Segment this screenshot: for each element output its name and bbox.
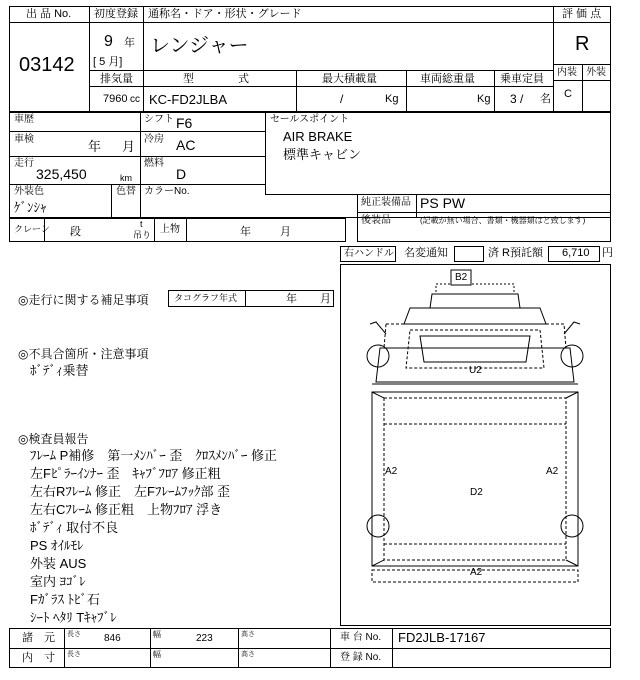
inspection-label: 車検 — [14, 134, 34, 145]
aftermarket-note: (記載が無い場合、書類・機器類はと致します) — [420, 216, 586, 225]
crane-label: クレーン — [14, 224, 50, 234]
tacho-year: 年 — [286, 293, 297, 305]
defect-line-1: ﾎﾞﾃﾞｨ乗替 — [30, 363, 89, 378]
defects-label: ◎不具合箇所・注意事項 — [18, 347, 149, 361]
selling-point-2: 標準キャビン — [283, 147, 362, 162]
model-label: 型 式 — [183, 73, 249, 85]
max-load-label: 最大積載量 — [322, 73, 377, 85]
mark-a2-right: A2 — [546, 466, 559, 477]
inspector-line-1: ﾌﾚｰﾑ P補修 第一ﾒﾝﾊﾞｰ 歪 ｸﾛｽﾒﾝﾊﾞｰ 修正 — [30, 448, 278, 463]
mark-u2: U2 — [469, 365, 482, 376]
inner-width-label: 幅 — [153, 650, 161, 659]
inspector-line-10: ｼｰﾄ ﾍﾀﾘ Tｷｬﾌﾞﾚ — [30, 610, 117, 625]
dims-label: 諸 元 — [22, 632, 55, 644]
interior-label: 内装 — [557, 67, 577, 78]
max-load-sep: / — [340, 92, 344, 106]
car-name: レンジャー — [150, 35, 249, 57]
capacity-value: 3 — [510, 92, 517, 106]
selling-point-1: AIR BRAKE — [283, 129, 353, 144]
mileage-unit: km — [120, 173, 132, 183]
name-change-box[interactable] — [454, 246, 484, 262]
color-label: 外装色 — [14, 186, 44, 197]
length-value: 846 — [104, 633, 121, 644]
mark-a2-bottom: A2 — [470, 567, 483, 578]
chassis-value: FD2JLB-17167 — [398, 630, 486, 645]
model-name-label: 通称名・ドア・形状・グレード — [148, 8, 302, 20]
capacity-unit: 名 — [540, 93, 551, 105]
max-load-unit: Kg — [385, 93, 399, 105]
deposit-prefix: 済 — [488, 247, 499, 259]
capacity-sep: / — [520, 92, 524, 106]
driving-notes-label: ◎走行に関する補足事項 — [18, 293, 149, 307]
shift-label: シフト — [144, 114, 174, 125]
displacement-label: 排気量 — [100, 73, 133, 85]
tacho-month: 月 — [320, 293, 331, 305]
fuel-value: D — [176, 166, 187, 182]
mark-d2: D2 — [470, 487, 483, 498]
capacity-label: 乗車定員 — [500, 73, 544, 85]
deposit-unit: 円 — [602, 247, 613, 259]
first-reg-year: 9 — [104, 33, 113, 50]
lot-no-label: 出 品 No. — [26, 8, 72, 20]
lot-no: 03142 — [19, 54, 75, 76]
ac-label: 冷房 — [144, 134, 164, 145]
inspector-line-8: 室内 ﾖｺﾞﾚ — [30, 574, 86, 589]
deposit-label: R預託額 — [502, 247, 543, 259]
upper-year: 年 — [240, 226, 251, 238]
first-reg-month: [ 5 月] — [93, 56, 123, 68]
mark-a2-left: A2 — [385, 466, 398, 477]
model-code: KC-FD2JLBA — [149, 92, 228, 107]
first-reg-label: 初度登録 — [94, 8, 138, 20]
chassis-label: 車 台 No. — [340, 632, 382, 643]
equipment-value: PS PW — [420, 195, 466, 211]
aftermarket-area — [357, 212, 611, 242]
grade-value: R — [575, 33, 590, 55]
inner-label: 内 寸 — [22, 652, 55, 664]
length-label: 長さ — [67, 631, 81, 638]
grade-label: 評 価 点 — [562, 8, 602, 20]
crane-ton: t — [140, 219, 143, 229]
first-reg-year-unit: 年 — [124, 37, 135, 49]
exterior-label: 外装 — [586, 67, 606, 78]
inspector-line-7: 外装 AUS — [30, 556, 87, 571]
crane-hanging: 吊り — [133, 230, 152, 240]
handle-value: 右ハンドル — [344, 248, 394, 259]
inspector-line-2: 左Fﾋﾟﾗｰｲﾝﾅｰ 歪 ｷｬﾌﾞﾌﾛｱ 修正粗 — [30, 466, 221, 481]
inspection-year: 年 — [88, 139, 102, 154]
color-value: ｹﾞﾝｼｬ — [14, 200, 47, 215]
interior-grade: C — [564, 88, 572, 100]
history-label: 車歴 — [14, 114, 34, 125]
tacho-label: タコグラフ年式 — [174, 293, 238, 303]
inspector-label: ◎検査員報告 — [18, 432, 89, 446]
gross-weight-label: 車両総重量 — [420, 73, 475, 85]
width-value: 223 — [196, 633, 213, 644]
displacement-value: 7960 — [103, 93, 128, 105]
fuel-label: 燃料 — [144, 158, 164, 169]
ac-value: AC — [176, 137, 196, 153]
inspector-line-4: 左右Cﾌﾚｰﾑ 修正粗 上物ﾌﾛｱ 浮き — [30, 502, 223, 517]
reg-label: 登 録 No. — [340, 652, 382, 663]
width-label: 幅 — [153, 630, 161, 639]
selling-points-label: セールスポイント — [270, 114, 350, 125]
gross-weight-unit: Kg — [477, 93, 491, 105]
height-label: 高さ — [241, 631, 255, 638]
name-change-label: 名変通知 — [404, 247, 448, 259]
inspector-line-5: ﾎﾞﾃﾞｨ 取付不良 — [30, 520, 119, 535]
displacement-unit: cc — [130, 94, 140, 105]
inspector-line-6: PS ｵｲﾙﾓﾚ — [30, 538, 84, 553]
upper-label: 上物 — [160, 224, 180, 235]
color-no-label: 色替 — [116, 186, 136, 197]
aftermarket-label: 後装品 — [361, 215, 391, 226]
equipment-label: 純正装備品 — [361, 197, 411, 208]
mileage-label: 走行 — [14, 158, 34, 169]
mark-b2: B2 — [455, 272, 468, 283]
crane-stage: 段 — [70, 226, 81, 238]
inner-height-label: 高さ — [241, 651, 255, 658]
inspector-line-9: Fｶﾞﾗｽ ﾄﾋﾞ石 — [30, 592, 101, 607]
upper-month: 月 — [280, 226, 291, 238]
shift-value: F6 — [176, 115, 193, 131]
inspection-month: 月 — [122, 139, 136, 154]
color-code-label: カラーNo. — [144, 186, 190, 197]
deposit-value: 6,710 — [562, 247, 590, 259]
inner-length-label: 長さ — [67, 651, 81, 658]
mileage-value: 325,450 — [36, 166, 87, 182]
inspector-line-3: 左右Rﾌﾚｰﾑ 修正 左Fﾌﾚｰﾑﾌｯｸ部 歪 — [30, 484, 231, 499]
